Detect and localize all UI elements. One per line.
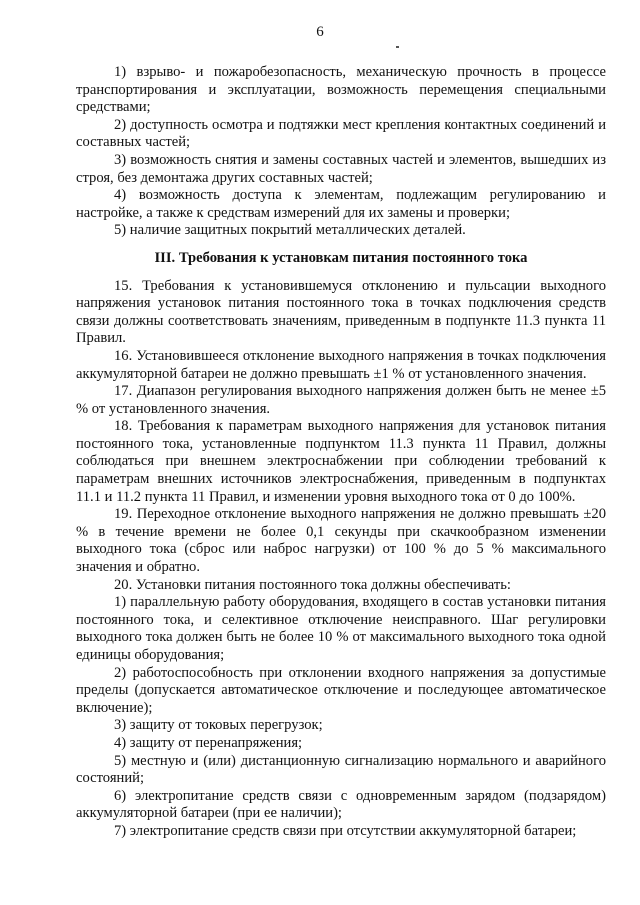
paragraph-17: 17. Диапазон регулирования выходного напряжения должен быть не менее ±5 % от установленного значения. bbox=[76, 383, 606, 417]
paragraph-18: 18. Требования к параметрам выходного напряжения для установок питания постоянного тока, установленные подпунктом 11.3 пункта 11 Правил, должны соблюдаться при внешнем электроснабжении при соблюдении требований к параметрам внешних источников электроснабжения, приведенным в подпунктах 11.1 и 11.2 пункта 11 Правил, и изменении уровня выходного тока от 0 до 100%. bbox=[76, 418, 606, 505]
list-item: 2) доступность осмотра и подтяжки мест крепления контактных соединений и составных частей; bbox=[76, 116, 606, 151]
list-item: 3) возможность снятия и замены составных частей и элементов, вышедших из строя, без демонтажа других составных частей; bbox=[76, 151, 606, 186]
list-item: 5) местную и (или) дистанционную сигнализацию нормального и аварийного состояний; bbox=[76, 752, 606, 787]
section-heading: III. Требования к установкам питания постоянного тока bbox=[154, 249, 528, 266]
list-item: 4) защиту от перенапряжения; bbox=[114, 734, 303, 751]
paragraph-19: 19. Переходное отклонение выходного напряжения не должно превышать ±20 % в течение времени не более 0,1 секунды при скачкообразном изменении выходного тока (сброс или наброс нагрузки) от 100 % до 5 % максимального значения и обратно. bbox=[76, 506, 606, 576]
list-item: 3) защиту от токовых перегрузок; bbox=[114, 717, 323, 734]
list-item: 5) наличие защитных покрытий металлических деталей. bbox=[114, 222, 466, 239]
scan-mark bbox=[396, 46, 399, 48]
page-number: 6 bbox=[316, 24, 324, 40]
list-item: 2) работоспособность при отклонении входного напряжения за допустимые пределы (допускается автоматическое отключение и последующее автоматическое включение); bbox=[76, 664, 606, 716]
paragraph-20: 20. Установки питания постоянного тока должны обеспечивать: bbox=[114, 576, 511, 593]
list-item: 1) параллельную работу оборудования, входящего в состав установки питания постоянного тока, и селективное отключение неисправного. Шаг регулировки выходного тока должен быть не более 10 % от максимального выходного тока одной единицы оборудования; bbox=[76, 594, 606, 663]
list-item: 6) электропитание средств связи с одновременным зарядом (подзарядом) аккумуляторной батареи (при ее наличии); bbox=[76, 787, 606, 822]
list-item: 1) взрыво- и пожаробезопасность, механическую прочность в процессе транспортирования и эксплуатации, возможность перемещения специальными средствами; bbox=[76, 64, 606, 116]
list-item: 7) электропитание средств связи при отсутствии аккумуляторной батареи; bbox=[114, 822, 577, 839]
paragraph-16: 16. Установившееся отклонение выходного напряжения в точках подключения аккумуляторной батареи не должно превышать ±1 % от установленного значения. bbox=[76, 347, 606, 382]
list-item: 4) возможность доступа к элементам, подлежащим регулированию и настройке, а также к средствам измерений для их замены и проверки; bbox=[76, 187, 606, 221]
paragraph-15: 15. Требования к установившемуся отклонению и пульсации выходного напряжения установок питания постоянного тока в точках подключения средств связи должны соответствовать значениям, приведенным в подпункте 11.3 пункта 11 Правил. bbox=[76, 277, 606, 347]
document-body bbox=[76, 64, 606, 841]
